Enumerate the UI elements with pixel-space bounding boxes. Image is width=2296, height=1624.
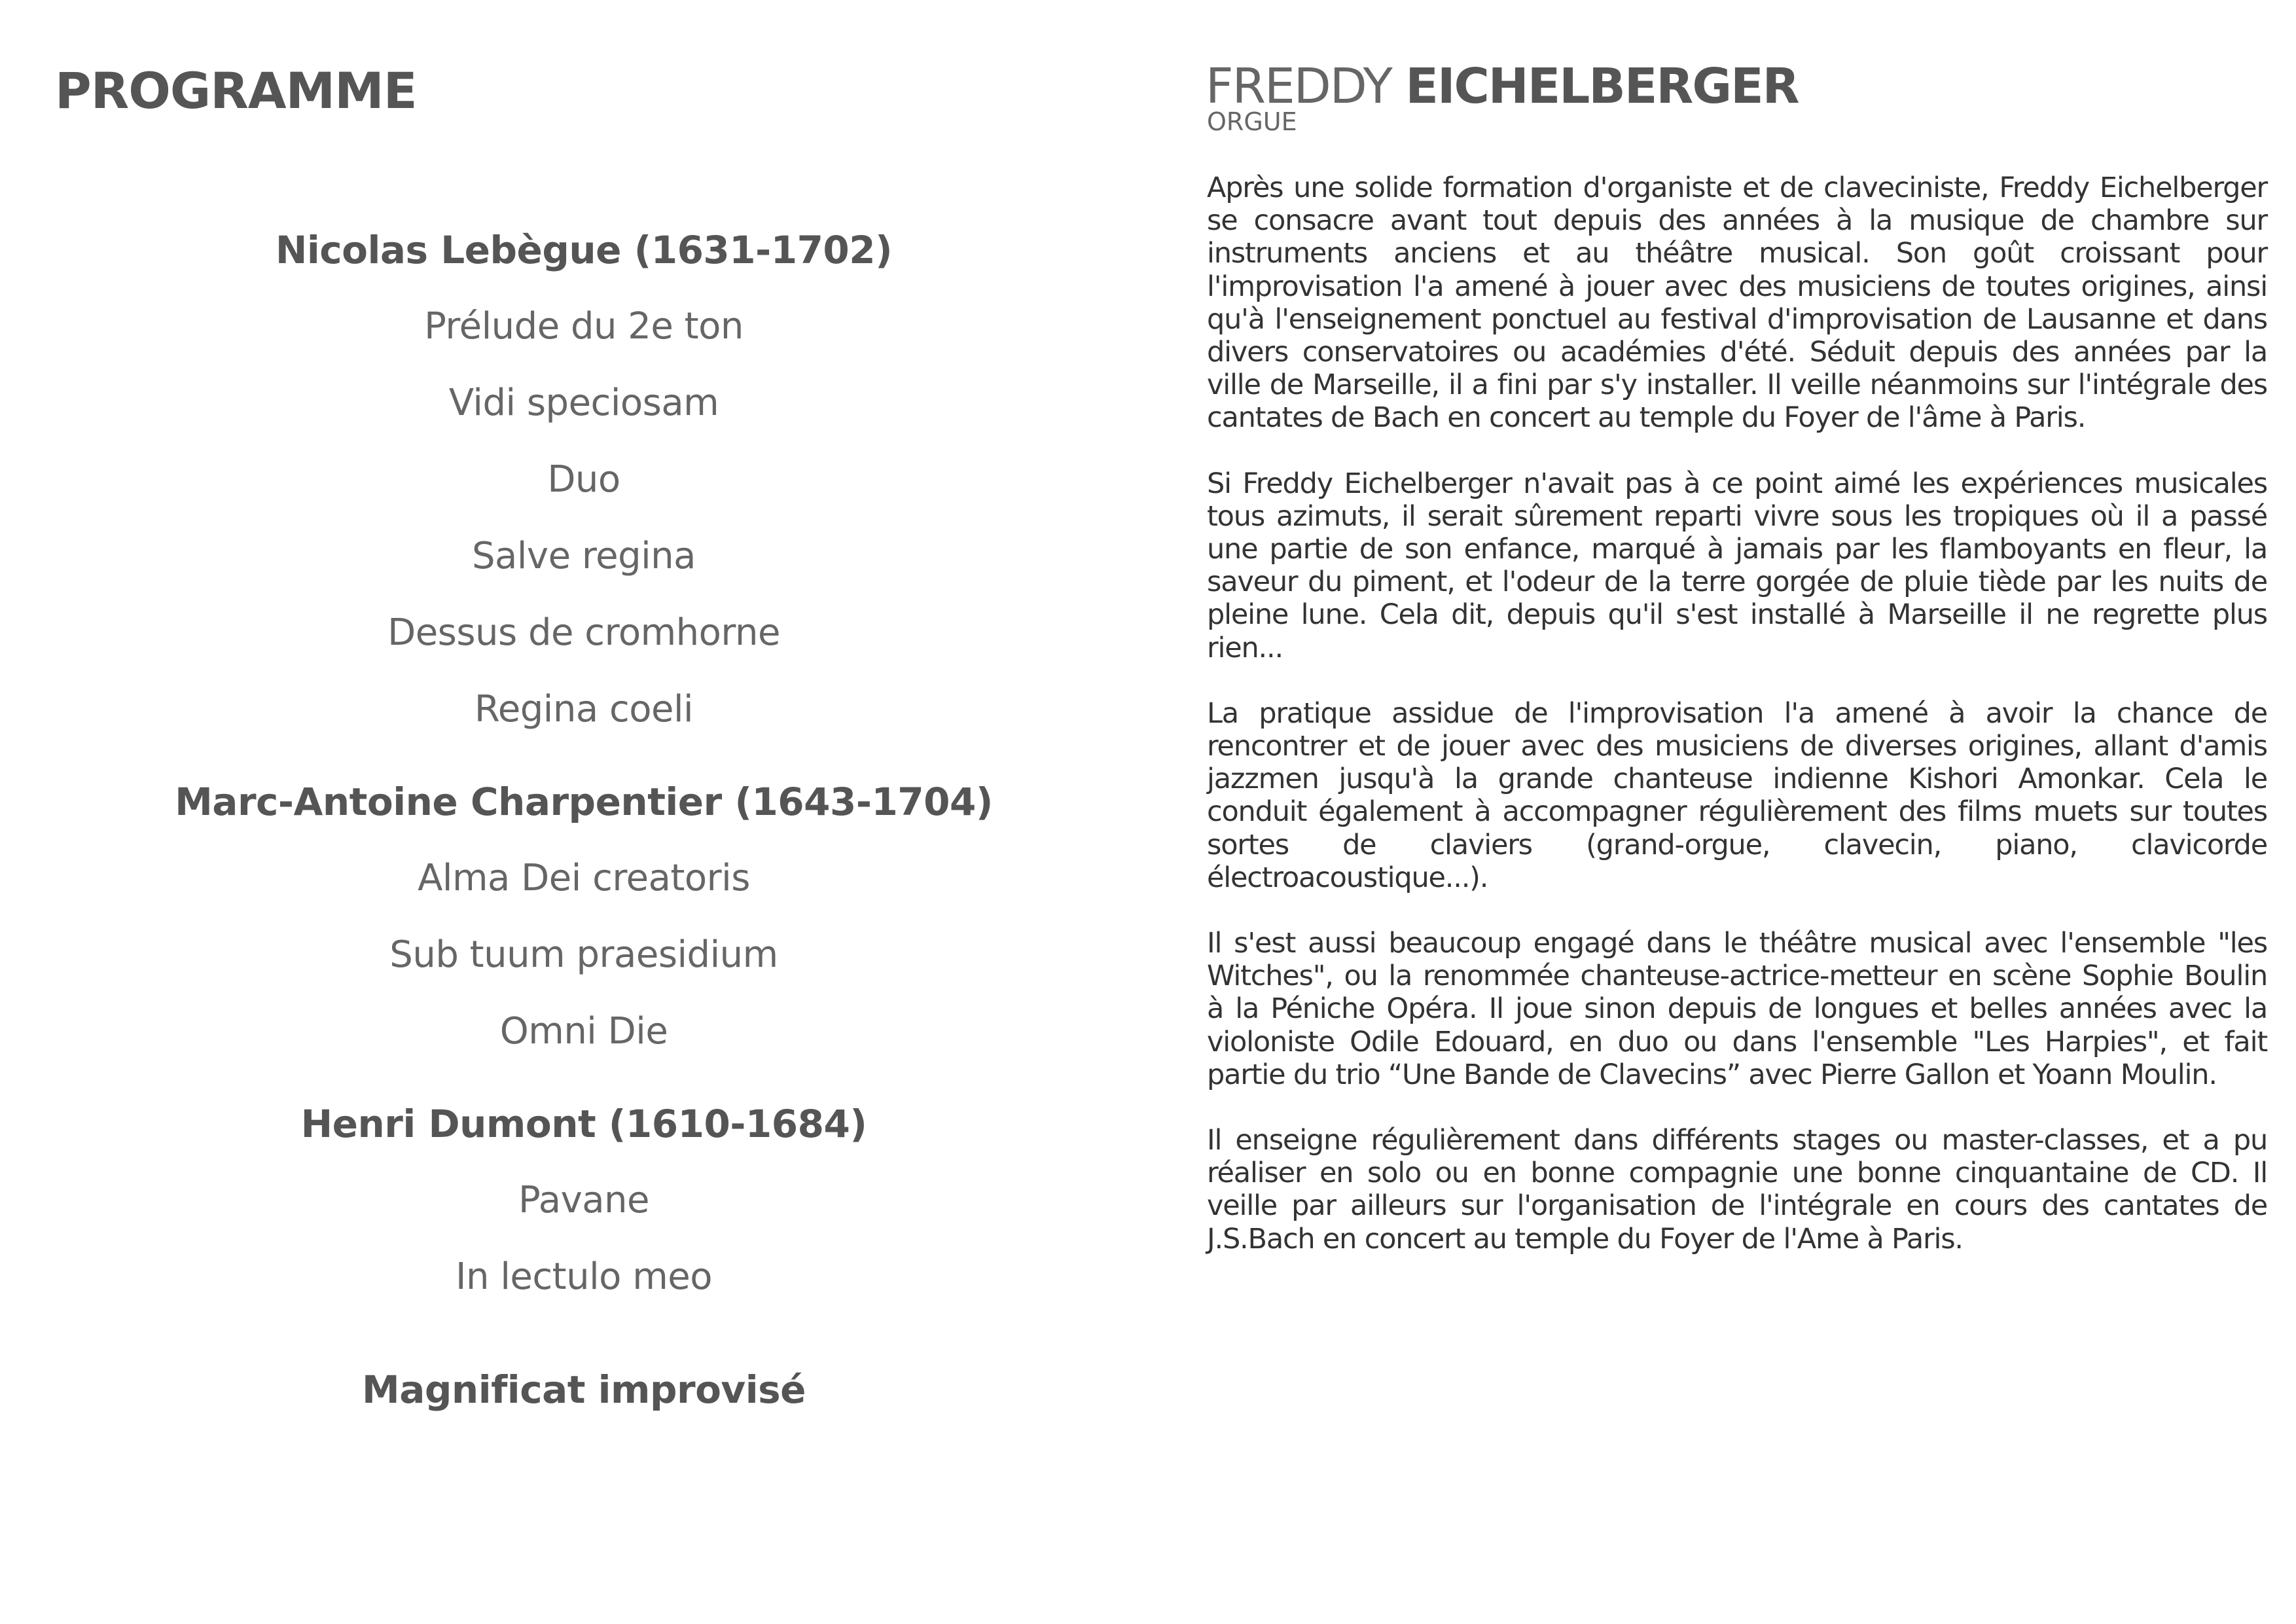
piece-title: Dessus de cromhorne bbox=[387, 611, 780, 654]
composer-name: Marc-Antoine Charpentier (1643-1704) bbox=[175, 780, 993, 824]
piece-title: Regina coeli bbox=[474, 688, 694, 731]
bio-paragraph: Si Freddy Eichelberger n'avait pas à ce point aimé les expériences musicales tous azimuts, il serait sûrement reparti vivre sous les tropiques où il a passé une partie de son enfance, marqué à jamais par les flamboyants en fleur, la saveur du piment, et l'odeur de la terre gorgée de pluie tiède par les nuits de pleine lune. Cela dit, depuis qu'il s'est installé à Marseille il ne regrette plus rien... bbox=[1207, 467, 2267, 664]
artist-role: ORGUE bbox=[1207, 107, 1297, 136]
piece-title: Sub tuum praesidium bbox=[389, 933, 778, 976]
biography-page bbox=[1168, 0, 2296, 1624]
bio-paragraph: Après une solide formation d'organiste et de claveciniste, Freddy Eichelberger se consacre avant tout depuis des années à la musique de chambre sur instruments anciens et au théâtre musical. Son goût croissant pour l'improvisation l'a amené à jouer avec des musiciens de toutes origines, ainsi qu'à l'enseignement ponctuel au festival d'improvisation de Lausanne et dans divers conservatoires ou académies d'été. Séduit depuis des années par la ville de Marseille, il a fini par s'y installer. Il veille néanmoins sur l'intégrale des cantates de Bach en concert au temple du Foyer de l'âme à Paris. bbox=[1207, 171, 2267, 435]
artist-first-name: FREDDY bbox=[1206, 58, 1391, 115]
finale-group bbox=[0, 1362, 1168, 1417]
bio-paragraph: La pratique assidue de l'improvisation l'a amené à avoir la chance de rencontrer et de jouer avec des musiciens de diverses origines, allant d'amis jazzmen jusqu'à la grande chanteuse indienne Kishori Amonkar. Cela le conduit également à accompagner régulièrement des films muets sur toutes sortes de claviers (grand-orgue, clavecin, piano, clavicorde électroacoustique...). bbox=[1207, 696, 2267, 894]
artist-name bbox=[1206, 59, 1799, 114]
composer-name: Nicolas Lebègue (1631-1702) bbox=[275, 228, 893, 272]
bio-paragraph: Il enseigne régulièrement dans différents stages ou master-classes, et a pu réaliser en solo ou en bonne compagnie une bonne cinquantaine de CD. Il veille par ailleurs sur l'organisation de l'intégrale en cours des cantates de J.S.Bach en concert au temple du Foyer de l'Ame à Paris. bbox=[1207, 1124, 2267, 1255]
piece-title: Duo bbox=[547, 458, 620, 501]
piece-title: Prélude du 2e ton bbox=[424, 305, 744, 348]
piece-title: Salve regina bbox=[472, 535, 696, 577]
piece-title: Omni Die bbox=[499, 1010, 668, 1053]
bio-paragraph: Il s'est aussi beaucoup engagé dans le théâtre musical avec l'ensemble "les Witches", ou la renommée chanteuse-actrice-metteur en scène Sophie Boulin à la Péniche Opéra. Il joue sinon depuis de longues et belles années avec la violoniste Odile Edouard, en duo ou dans l'ensemble "Les Harpies", et fait partie du trio “Une Bande de Clavecins” avec Pierre Gallon et Yoann Moulin. bbox=[1207, 927, 2267, 1091]
composer-group-lebegue bbox=[0, 223, 1168, 737]
piece-title: In lectulo meo bbox=[456, 1255, 712, 1298]
programme-list bbox=[0, 223, 1168, 1417]
programme-title: PROGRAMME bbox=[55, 62, 417, 120]
piece-title: Alma Dei creatoris bbox=[418, 857, 750, 899]
composer-group-charpentier bbox=[0, 774, 1168, 1059]
composer-group-dumont bbox=[0, 1096, 1168, 1305]
artist-last-name: EICHELBERGER bbox=[1405, 58, 1799, 115]
piece-title: Vidi speciosam bbox=[448, 382, 719, 424]
finale-title: Magnificat improvisé bbox=[362, 1367, 806, 1412]
piece-title: Pavane bbox=[518, 1179, 649, 1221]
composer-name: Henri Dumont (1610-1684) bbox=[300, 1102, 867, 1146]
artist-biography bbox=[1207, 171, 2267, 1288]
